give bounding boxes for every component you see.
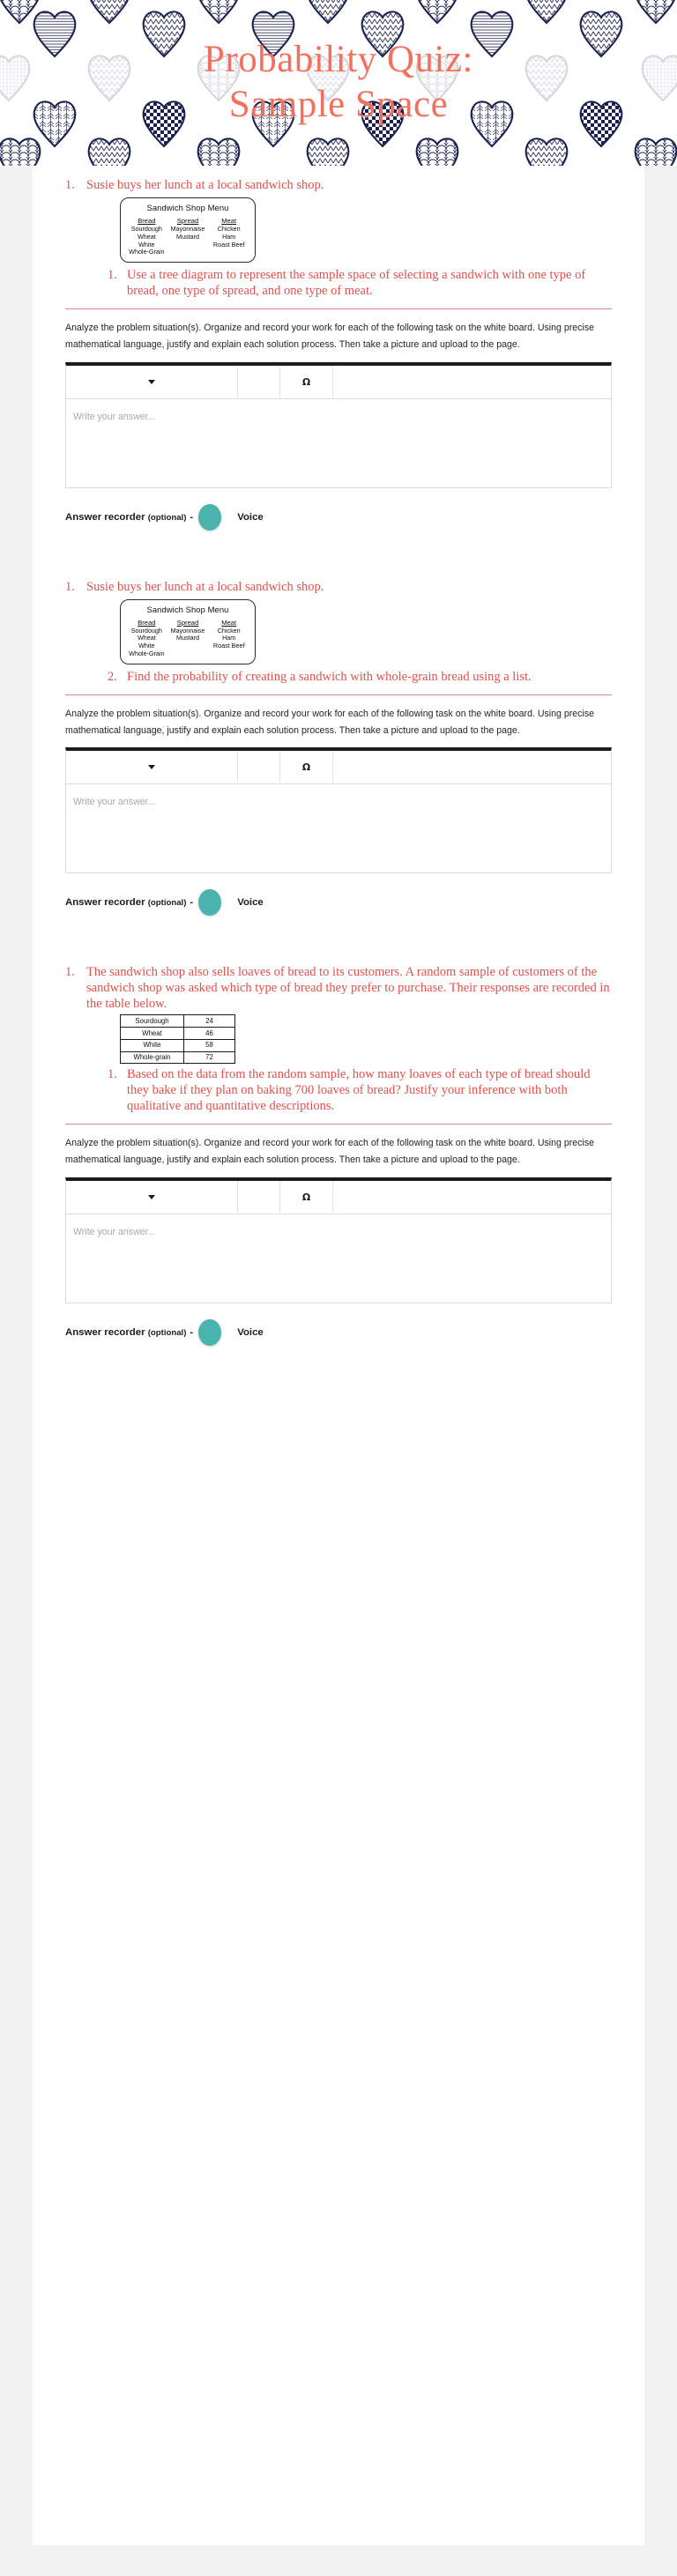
section-divider-2 <box>65 694 612 695</box>
answer-recorder-row-3 <box>65 1319 612 1346</box>
record-microphone-button-3[interactable] <box>198 1319 221 1346</box>
menu-title-1: Sandwich Shop Menu <box>146 202 229 212</box>
menu-header-spread-1: Spread <box>176 216 199 225</box>
menu-item-meat-2-2: Roast Beef <box>212 642 245 650</box>
question-sub-number-1: 1. <box>108 268 117 283</box>
omega-icon: Ω <box>301 375 311 388</box>
answer-textarea-1[interactable] <box>66 399 611 487</box>
question-block-1 <box>33 166 644 531</box>
question-sub-2 <box>108 670 612 686</box>
question-block-3 <box>33 951 644 1345</box>
question-sub-1 <box>108 268 612 300</box>
editor-toolbar-2 <box>66 751 611 784</box>
page-title-container <box>0 0 677 166</box>
menu-columns-1 <box>124 217 251 256</box>
toolbar-separator-group-3 <box>238 1181 280 1214</box>
answer-textarea-2[interactable] <box>66 784 611 872</box>
chevron-down-icon <box>148 380 155 384</box>
editor-toolbar-1 <box>66 366 611 399</box>
bread-preference-table <box>120 1014 235 1064</box>
section-divider-3 <box>65 1124 612 1125</box>
answer-textarea-3[interactable] <box>66 1214 611 1303</box>
menu-header-spread-2: Spread <box>176 618 199 627</box>
bread-label-2: White <box>121 1039 184 1051</box>
answer-recorder-label-3 <box>65 1327 197 1338</box>
instructions-text-1: Analyze the problem situation(s). Organize and record your work for each of the following task on the white board. Using precise mathematical language, justify and explain each solution process. Then take a picture and upload to the page. <box>65 323 595 350</box>
sandwich-shop-menu-image-2 <box>120 599 256 664</box>
answer-recorder-label-2 <box>65 897 197 908</box>
question-stem-2 <box>65 580 612 596</box>
menu-header-meat-2: Meat <box>221 618 237 627</box>
voice-label-3: Voice <box>237 1326 264 1338</box>
menu-item-meat-0-2: Chicken <box>217 626 241 635</box>
bread-value-0: 24 <box>184 1015 235 1028</box>
answer-editor-1[interactable] <box>65 362 612 488</box>
toolbar-separator-group-2 <box>238 751 280 783</box>
menu-item-meat-0-1: Chicken <box>217 224 241 233</box>
question-stem-text-1: Susie buys her lunch at a local sandwich shop. <box>86 178 324 192</box>
quiz-content-card <box>33 166 644 2545</box>
question-sub-3 <box>108 1067 612 1115</box>
bread-label-1: Wheat <box>121 1028 184 1040</box>
menu-column-meat-2 <box>208 619 249 650</box>
question-stem-text-2: Susie buys her lunch at a local sandwich shop. <box>86 579 324 594</box>
special-character-button-3[interactable] <box>280 1181 333 1214</box>
question-number-3: 1. <box>65 965 75 980</box>
bread-label-0: Sourdough <box>121 1015 184 1028</box>
question-stem-list-3 <box>65 965 612 1013</box>
menu-column-bread-2 <box>126 619 167 658</box>
answer-recorder-row-1 <box>65 504 612 531</box>
answer-recorder-row-2 <box>65 889 612 916</box>
page-title-line-2: Sample Space <box>228 84 449 125</box>
recorder-dash-2: - <box>190 897 194 909</box>
question-sub-text-1: Use a tree diagram to represent the sample space of selecting a sandwich with one type of bread, one type of spread, and one type of meat. <box>127 268 586 299</box>
recorder-label-text-1: Answer recorder <box>65 511 145 523</box>
special-character-button-2[interactable] <box>280 751 333 783</box>
bread-value-1: 46 <box>184 1028 235 1040</box>
recorder-dash-1: - <box>190 511 194 523</box>
menu-item-spread-1-2: Mustard <box>176 634 199 642</box>
style-dropdown-2[interactable] <box>66 751 238 783</box>
instructions-text-3: Analyze the problem situation(s). Organize and record your work for each of the following task on the white board. Using precise mathematical language, justify and explain each solution process. Then take a picture and upload to the page. <box>65 1138 595 1166</box>
chevron-down-icon <box>148 765 155 769</box>
question-sub-number-3: 1. <box>108 1067 117 1082</box>
recorder-optional-text-1: (optional) <box>147 512 187 523</box>
question-sub-list-2 <box>108 670 612 686</box>
toolbar-empty-area-1 <box>333 366 611 398</box>
menu-column-spread-1 <box>167 217 209 241</box>
voice-label-2: Voice <box>237 897 264 909</box>
special-character-button-1[interactable] <box>280 366 333 398</box>
menu-item-bread-2-2: White <box>138 642 155 650</box>
recorder-label-text-3: Answer recorder <box>65 1326 145 1338</box>
table-row <box>121 1015 235 1028</box>
page-title <box>168 38 509 127</box>
sandwich-shop-menu-image-1 <box>120 197 256 263</box>
menu-column-bread-1 <box>126 217 167 256</box>
table-row <box>121 1039 235 1051</box>
question-stem-list-2 <box>65 580 612 596</box>
page-title-line-1: Probability Quiz: <box>204 39 473 81</box>
answer-editor-2[interactable] <box>65 747 612 873</box>
omega-icon: Ω <box>301 1191 311 1203</box>
answer-placeholder-1: Write your answer... <box>73 411 156 422</box>
voice-label-1: Voice <box>237 511 264 523</box>
answer-placeholder-3: Write your answer... <box>73 1226 156 1237</box>
instructions-text-2: Analyze the problem situation(s). Organize and record your work for each of the following task on the white board. Using precise mathematical language, justify and explain each solution process. Then take a picture and upload to the page. <box>65 708 595 736</box>
question-stem-1 <box>65 178 612 194</box>
question-sub-text-2: Find the probability of creating a sandwich with whole-grain bread using a list. <box>127 669 532 684</box>
table-row <box>121 1028 235 1040</box>
menu-item-meat-1-2: Ham <box>222 634 236 642</box>
table-row <box>121 1051 235 1064</box>
recorder-optional-text-3: (optional) <box>147 1327 187 1338</box>
recorder-dash-3: - <box>190 1326 194 1338</box>
record-microphone-button-1[interactable] <box>198 504 221 531</box>
menu-item-spread-1-1: Mustard <box>176 232 199 241</box>
menu-item-bread-3-2: Whole-Grain <box>129 650 165 658</box>
menu-item-spread-0-2: Mayonnaise <box>170 626 205 635</box>
toolbar-empty-area-3 <box>333 1181 611 1214</box>
menu-item-bread-1-1: Wheat <box>137 232 156 241</box>
menu-item-meat-2-1: Roast Beef <box>212 240 245 249</box>
block-spacer-2 <box>33 921 644 951</box>
menu-item-bread-0-2: Sourdough <box>130 626 162 635</box>
editor-toolbar-3 <box>66 1181 611 1214</box>
question-sub-list-3 <box>108 1067 612 1115</box>
question-stem-3 <box>65 965 612 1013</box>
style-dropdown-3[interactable] <box>66 1181 238 1214</box>
page-hero-banner <box>0 0 677 166</box>
question-stem-text-3: The sandwich shop also sells loaves of bread to its customers. A random sample of customers of the sandwich shop was asked which type of bread they prefer to purchase. Their responses are recorded in the table below. <box>86 965 610 1012</box>
answer-placeholder-2: Write your answer... <box>73 797 156 808</box>
question-block-2 <box>33 566 644 917</box>
menu-column-meat-1 <box>208 217 249 249</box>
question-sub-list-1 <box>108 268 612 300</box>
bread-value-3: 72 <box>184 1051 235 1064</box>
recorder-label-text-2: Answer recorder <box>65 897 145 909</box>
bread-label-3: Whole-grain <box>121 1051 184 1064</box>
menu-column-spread-2 <box>167 619 209 643</box>
section-divider-1 <box>65 308 612 309</box>
menu-item-meat-1-1: Ham <box>222 232 236 241</box>
question-sub-number-2: 2. <box>108 669 117 684</box>
menu-item-bread-1-2: Wheat <box>137 634 156 642</box>
menu-title-2: Sandwich Shop Menu <box>146 604 229 614</box>
menu-item-bread-0-1: Sourdough <box>130 224 162 233</box>
bread-value-2: 58 <box>184 1039 235 1051</box>
menu-header-meat-1: Meat <box>221 216 237 225</box>
record-microphone-button-2[interactable] <box>198 889 221 916</box>
menu-columns-2 <box>124 619 251 658</box>
omega-icon: Ω <box>301 761 311 774</box>
block-spacer-1 <box>33 536 644 566</box>
question-stem-list-1 <box>65 178 612 194</box>
answer-recorder-label-1 <box>65 512 197 523</box>
chevron-down-icon <box>148 1195 155 1199</box>
question-sub-text-3: Based on the data from the random sample, how many loaves of each type of bread should they bake if they plan on baking 700 loaves of bread? Justify your inference with both qualitative and quantitative descriptions. <box>127 1067 591 1114</box>
question-number-1: 1. <box>65 178 75 192</box>
recorder-optional-text-2: (optional) <box>147 898 187 909</box>
menu-header-bread-2: Bread <box>138 618 156 627</box>
style-dropdown-1[interactable] <box>66 366 238 398</box>
toolbar-separator-group-1 <box>238 366 280 398</box>
question-number-2: 1. <box>65 579 75 594</box>
menu-header-bread-1: Bread <box>138 216 156 225</box>
menu-item-spread-0-1: Mayonnaise <box>170 224 205 233</box>
menu-item-bread-2-1: White <box>138 240 155 249</box>
menu-item-bread-3-1: Whole-Grain <box>129 248 165 256</box>
toolbar-empty-area-2 <box>333 751 611 783</box>
answer-editor-3[interactable] <box>65 1177 612 1303</box>
